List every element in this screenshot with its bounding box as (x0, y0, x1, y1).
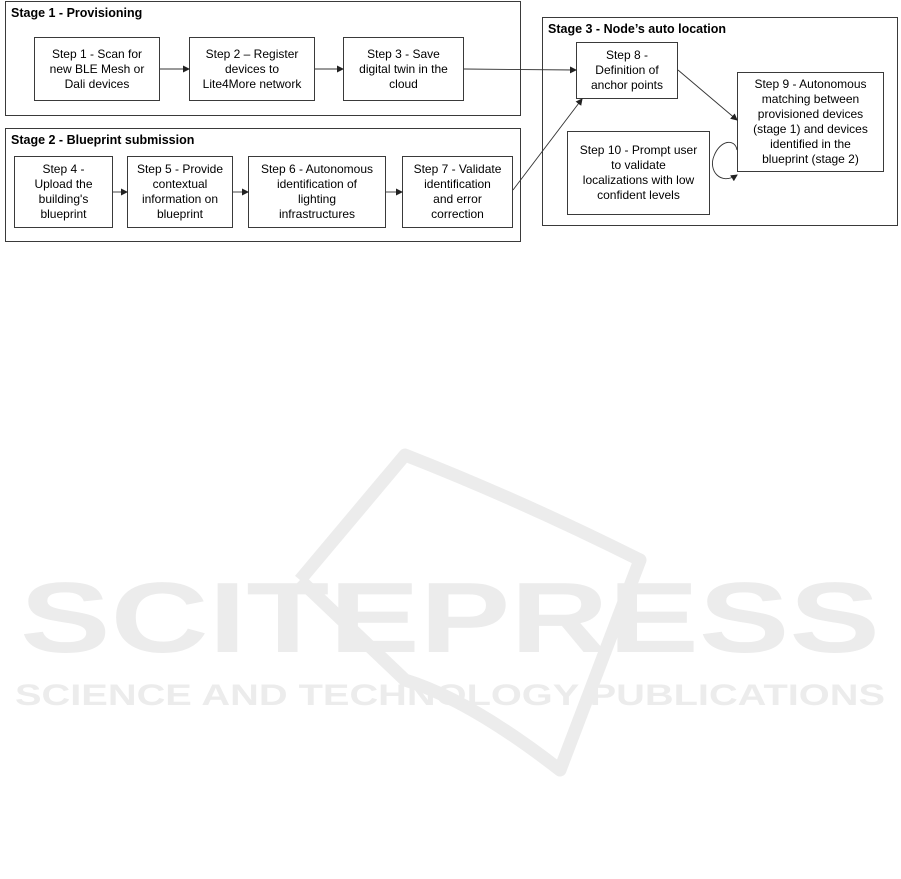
step-2-box: Step 2 – Register devices to Lite4More network (189, 37, 315, 101)
watermark-brand: SCITEPRESS (20, 562, 880, 674)
step-8-box: Step 8 - Definition of anchor points (576, 42, 678, 99)
arrow-step8-to-step9 (678, 70, 737, 120)
loop-arrow-step10-step9 (712, 142, 737, 178)
step-1-box: Step 1 - Scan for new BLE Mesh or Dali devices (34, 37, 160, 101)
step-4-box: Step 4 - Upload the building's blueprint (14, 156, 113, 228)
arrow-step7-to-step8 (513, 99, 582, 190)
step-9-box: Step 9 - Autonomous matching between provisioned devices (stage 1) and devices identified in the blueprint (stage 2) (737, 72, 884, 172)
step-7-box: Step 7 - Validate identification and error correction (402, 156, 513, 228)
arrow-step3-to-step8 (464, 69, 576, 70)
step-10-box: Step 10 - Prompt user to validate localizations with low confident levels (567, 131, 710, 215)
stage-3-title: Stage 3 - Node’s auto location (548, 22, 727, 36)
stage-2-title: Stage 2 - Blueprint submission (11, 133, 195, 147)
step-6-box: Step 6 - Autonomous identification of lighting infrastructures (248, 156, 386, 228)
watermark-tagline: SCIENCE AND TECHNOLOGY PUBLICATIONS (15, 679, 885, 712)
step-5-box: Step 5 - Provide contextual information on blueprint (127, 156, 233, 228)
step-3-box: Step 3 - Save digital twin in the cloud (343, 37, 464, 101)
stage-1-title: Stage 1 - Provisioning (11, 6, 143, 20)
